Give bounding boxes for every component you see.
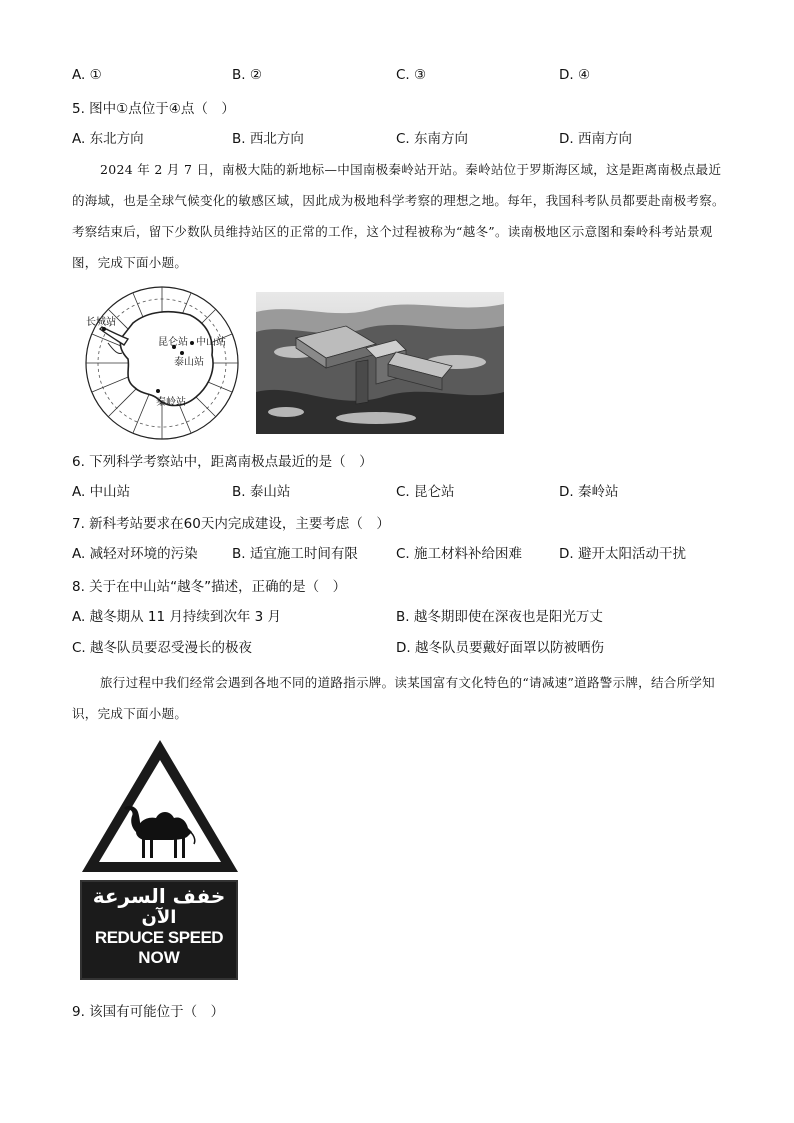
map-label-qinling: 秦岭站 (156, 397, 186, 408)
qinling-station-photo-graphic (256, 292, 504, 434)
sign-arabic-line1: خفف السرعة (92, 884, 226, 908)
q4-option-d[interactable]: D. ④ (559, 67, 591, 83)
q6-option-d[interactable]: D. 秦岭站 (559, 484, 619, 500)
q9-stem: 9. 该国有可能位于（ ） (72, 1004, 225, 1020)
qinling-station-photo (256, 292, 504, 434)
sign-arabic-line2: الآن (141, 907, 177, 928)
q6-option-a[interactable]: A. 中山站 (72, 484, 131, 500)
antarctica-map-graphic (78, 283, 248, 443)
road-sign-plate (80, 880, 238, 980)
map-label-zhongshan: 中山站 (196, 337, 226, 348)
q6-option-c[interactable]: C. 昆仑站 (396, 484, 455, 500)
sign-english-line1: REDUCE SPEED (94, 928, 224, 947)
q8-options-row1 (72, 606, 734, 628)
q5-options (72, 128, 734, 150)
q8-option-c[interactable]: C. 越冬队员要忍受漫长的极夜 (72, 640, 253, 656)
q5-option-a[interactable]: A. 东北方向 (72, 131, 144, 147)
q6-stem: 6. 下列科学考察站中，距离南极点最近的是（ ） (72, 454, 373, 470)
q5-option-d[interactable]: D. 西南方向 (559, 131, 632, 147)
q8-option-a[interactable]: A. 越冬期从 11 月持续到次年 3 月 (72, 609, 282, 625)
map-label-taishan: 泰山站 (174, 357, 204, 368)
q8-option-b[interactable]: B. 越冬期即使在深夜也是阳光万丈 (396, 609, 603, 625)
q5-stem: 5. 图中①点位于④点（ ） (72, 101, 235, 117)
antarctica-map (78, 283, 248, 443)
q7-option-d[interactable]: D. 避开太阳活动干扰 (559, 546, 686, 562)
sign-english-line2: NOW (138, 948, 180, 967)
q7-option-c[interactable]: C. 施工材料补给困难 (396, 546, 523, 562)
q4-option-a[interactable]: A. ① (72, 67, 102, 83)
passage-road-sign (72, 667, 728, 729)
q7-options (72, 543, 734, 565)
road-sign-triangle (78, 736, 242, 876)
passage-antarctica-text: 2024 年 2 月 7 日，南极大陆的新地标—中国南极秦岭站开站。秦岭站位于罗斯海区域，这是距离南极点最近的海域，也是全球气候变化的敏感区域，因此成为极地科学考察的理想之地。每年，我国科考队员都要赴南极考察。考察结束后，留下少数队员维持站区的正常的工作，这个过程被称为“越冬”。读南极地区示意图和秦岭科考站景观图，完成下面小题。 (72, 162, 725, 270)
q7-option-a[interactable]: A. 减轻对环境的污染 (72, 546, 198, 562)
q4-options (72, 64, 734, 86)
q4-option-c[interactable]: C. ③ (396, 67, 427, 83)
q8-stem: 8. 关于在中山站“越冬”描述，正确的是（ ） (72, 579, 347, 595)
q5-option-c[interactable]: C. 东南方向 (396, 131, 469, 147)
q4-option-b[interactable]: B. ② (232, 67, 262, 83)
road-sign (78, 736, 242, 982)
passage-antarctica (72, 154, 728, 278)
q7-option-b[interactable]: B. 适宜施工时间有限 (232, 546, 358, 562)
q7-stem: 7. 新科考站要求在60天内完成建设，主要考虑（ ） (72, 516, 390, 532)
q6-options (72, 481, 734, 503)
q6-option-b[interactable]: B. 泰山站 (232, 484, 291, 500)
map-label-changcheng: 长城站 (86, 317, 116, 328)
q5-option-b[interactable]: B. 西北方向 (232, 131, 304, 147)
q8-options-row2 (72, 637, 734, 659)
passage-road-sign-text: 旅行过程中我们经常会遇到各地不同的道路指示牌。读某国富有文化特色的“请减速”道路警示牌，结合所学知识，完成下面小题。 (72, 675, 715, 721)
map-label-kunlun: 昆仑站 (158, 337, 188, 348)
q8-option-d[interactable]: D. 越冬队员要戴好面罩以防被晒伤 (396, 640, 604, 656)
